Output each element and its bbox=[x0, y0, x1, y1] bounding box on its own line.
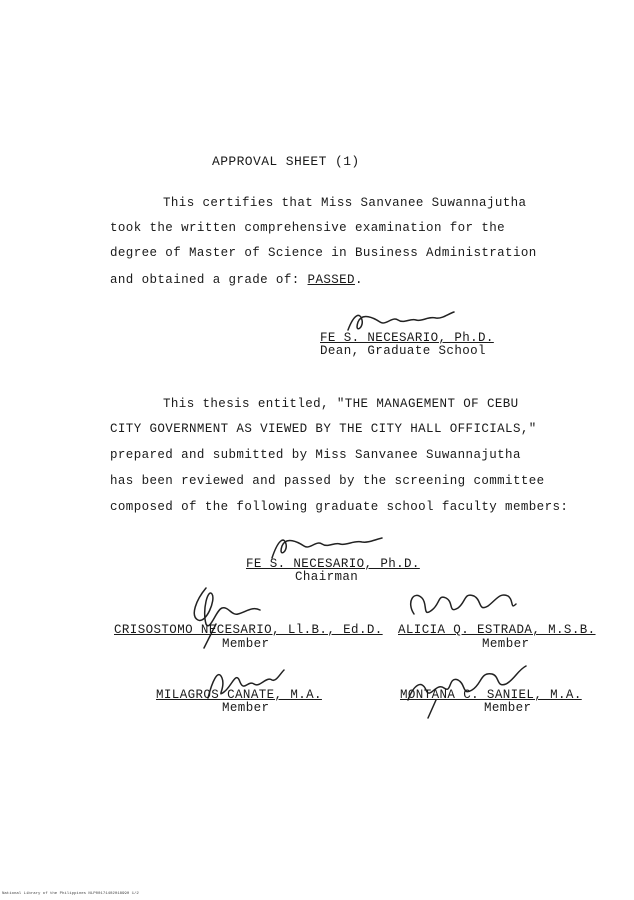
member-2-role: Member bbox=[482, 637, 530, 651]
certification-line-3: degree of Master of Science in Business Administration bbox=[110, 246, 537, 260]
member-1-name: CRISOSTOMO NECESARIO, Ll.B., Ed.D. bbox=[114, 623, 383, 637]
certification-line-4 bbox=[110, 273, 363, 287]
member-2-signature bbox=[404, 584, 524, 624]
member-4-name: MONTANA C. SANIEL, M.A. bbox=[400, 688, 582, 702]
thesis-line-2: CITY GOVERNMENT AS VIEWED BY THE CITY HALL OFFICIALS," bbox=[110, 422, 537, 436]
thesis-line-5: composed of the following graduate school faculty members: bbox=[110, 500, 569, 514]
thesis-line-1: This thesis entitled, "THE MANAGEMENT OF CEBU bbox=[163, 397, 519, 411]
footer-text: National Library of the Philippines NLP00171402018990 1/2 bbox=[2, 892, 139, 896]
grade-label: and obtained a grade of: bbox=[110, 273, 300, 287]
chairman-role: Chairman bbox=[295, 570, 359, 584]
member-3-name: MILAGROS CANATE, M.A. bbox=[156, 688, 322, 702]
thesis-line-3: prepared and submitted by Miss Sanvanee Suwannajutha bbox=[110, 448, 521, 462]
chairman-name: FE S. NECESARIO, Ph.D. bbox=[246, 557, 420, 571]
member-2-name: ALICIA Q. ESTRADA, M.S.B. bbox=[398, 623, 596, 637]
member-3-role: Member bbox=[222, 701, 270, 715]
grade-period: . bbox=[354, 273, 363, 287]
certification-line-1: This certifies that Miss Sanvanee Suwannajutha bbox=[163, 196, 527, 210]
grade-value: PASSED bbox=[307, 273, 355, 287]
page-title: APPROVAL SHEET (1) bbox=[212, 154, 360, 169]
member-1-role: Member bbox=[222, 637, 270, 651]
member-4-role: Member bbox=[484, 701, 532, 715]
dean-title: Dean, Graduate School bbox=[320, 344, 486, 358]
dean-name: FE S. NECESARIO, Ph.D. bbox=[320, 331, 494, 345]
thesis-line-4: has been reviewed and passed by the screening committee bbox=[110, 474, 545, 488]
certification-line-2: took the written comprehensive examination for the bbox=[110, 221, 506, 235]
